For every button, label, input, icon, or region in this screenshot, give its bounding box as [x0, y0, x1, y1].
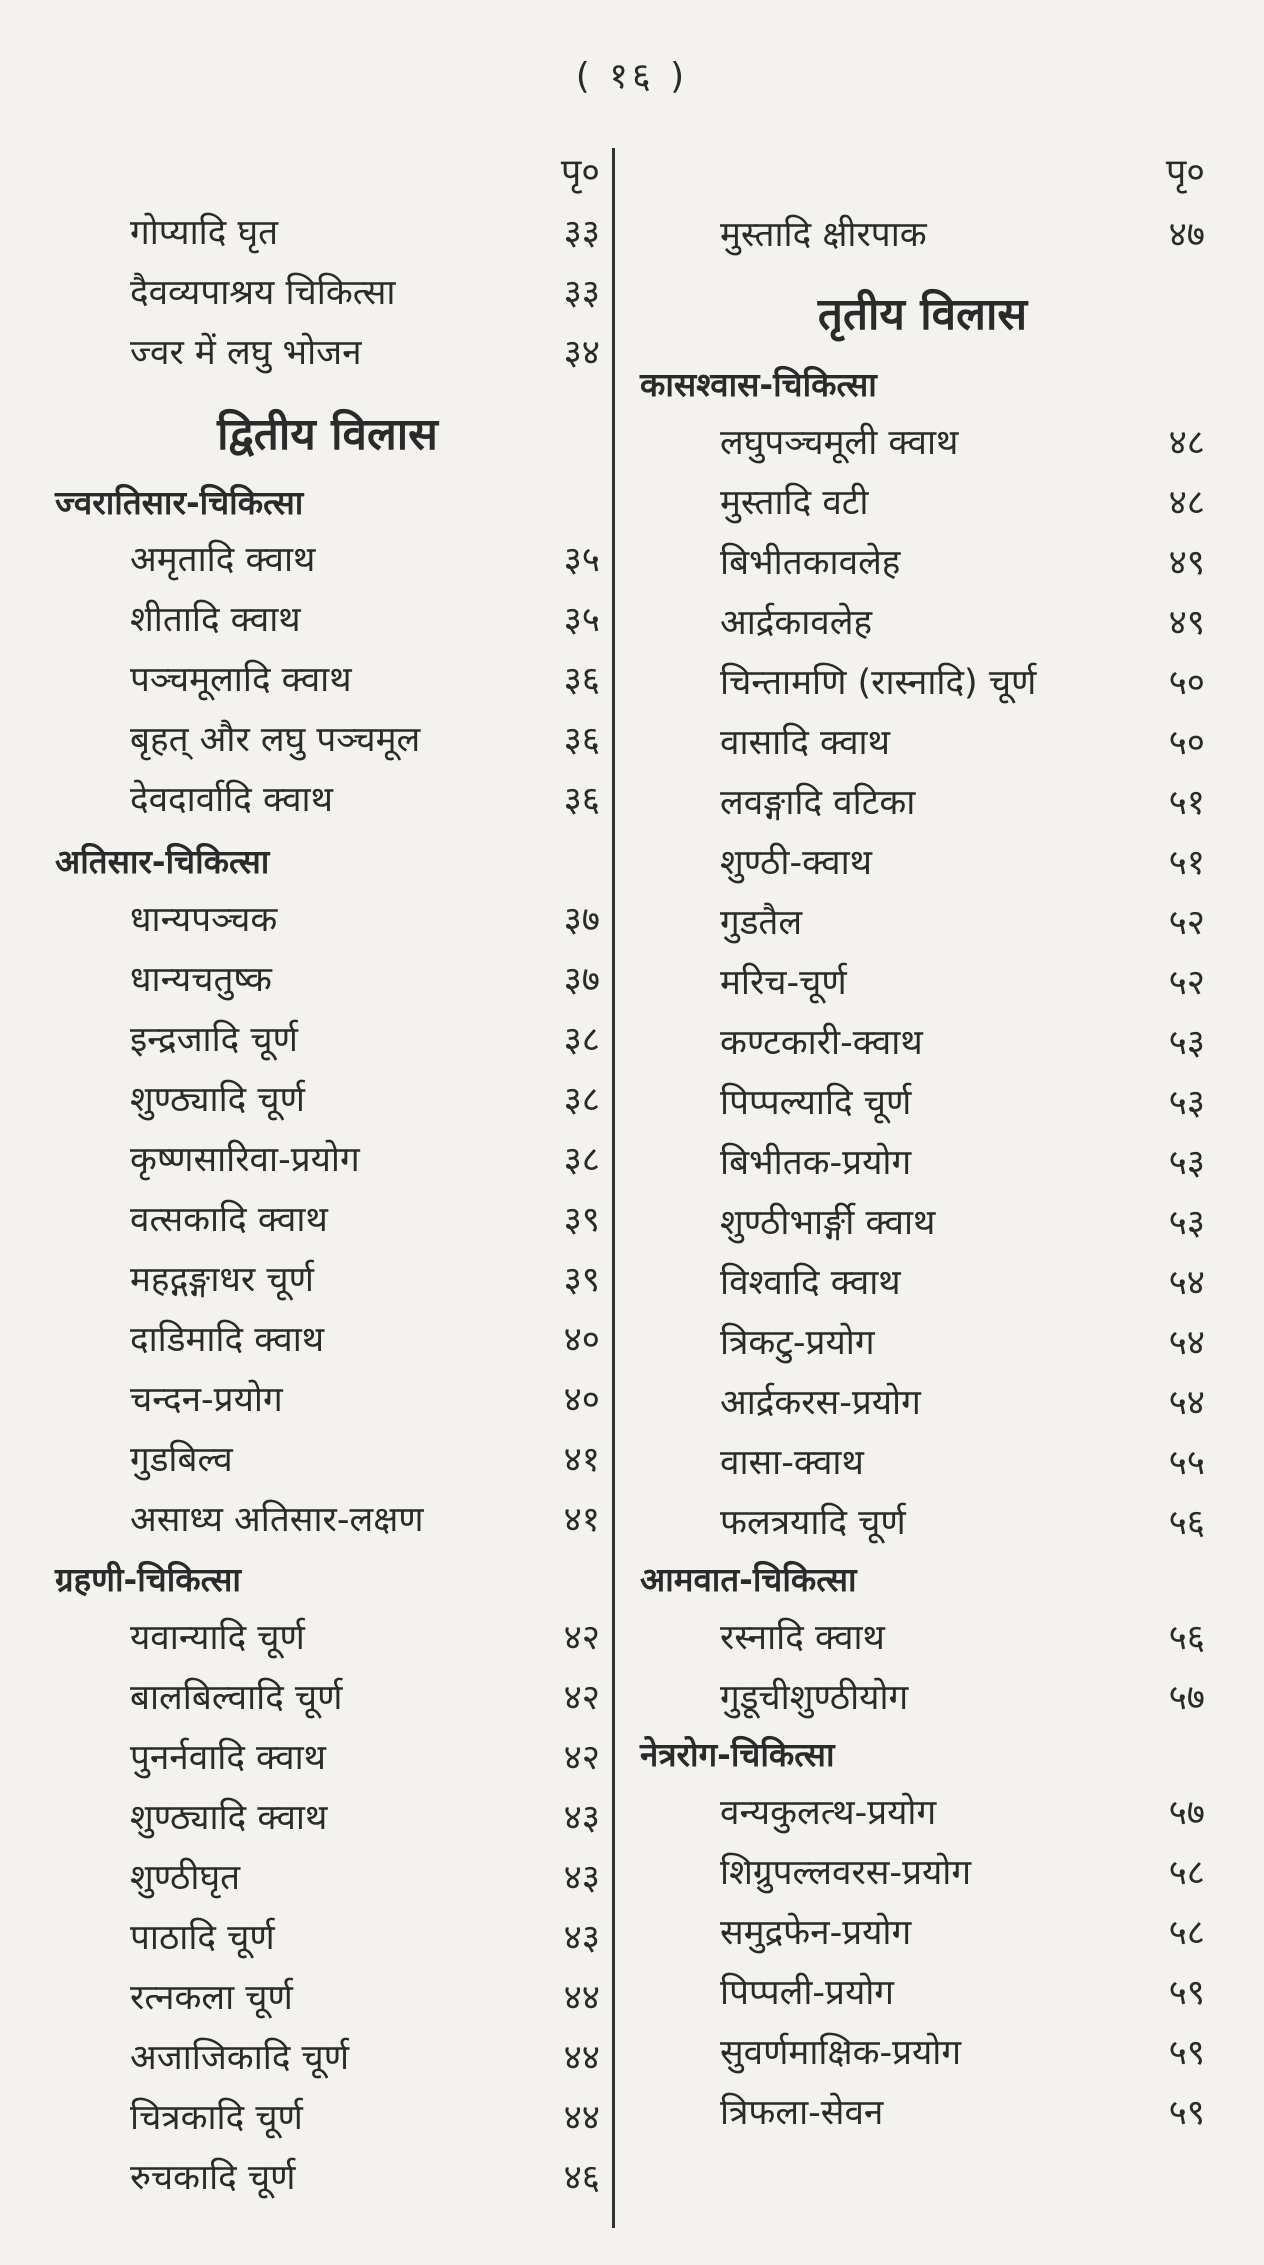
- toc-row: [640, 1013, 1205, 1073]
- page-column-label: पृ०: [1165, 152, 1205, 193]
- entry-page: ३५: [563, 540, 600, 580]
- entry-page: ४३: [563, 1918, 600, 1958]
- entry-name: आर्द्रकावलेह: [720, 603, 873, 643]
- entry-page: ५७: [1168, 1793, 1205, 1833]
- toc-row: [640, 1963, 1205, 2023]
- entry-name: देवदार्वादि क्वाथ: [130, 780, 333, 820]
- entry-page: ५४: [1168, 1383, 1205, 1423]
- entry-page: ३६: [563, 660, 600, 700]
- entry-page: ४४: [563, 2098, 600, 2138]
- entry-name: शुण्ठ्यादि क्वाथ: [130, 1798, 328, 1838]
- entry-page: ३७: [563, 900, 600, 940]
- entry-page: ५३: [1168, 1143, 1205, 1183]
- entry-page: ५०: [1168, 723, 1205, 763]
- toc-row: [55, 1250, 600, 1310]
- toc-row: [640, 1253, 1205, 1313]
- toc-row: [640, 205, 1205, 265]
- entry-page: ५३: [1168, 1083, 1205, 1123]
- toc-row: [640, 1433, 1205, 1493]
- toc-row: [640, 653, 1205, 713]
- entry-name: रुचकादि चूर्ण: [130, 2158, 296, 2198]
- entry-page: ५५: [1168, 1443, 1205, 1483]
- entry-name: शीतादि क्वाथ: [130, 600, 301, 640]
- entry-name: ज्वर में लघु भोजन: [130, 333, 362, 373]
- entry-name: पिप्पली-प्रयोग: [720, 1973, 895, 2013]
- toc-row: [55, 1070, 600, 1130]
- toc-row: [640, 413, 1205, 473]
- entry-name: समुद्रफेन-प्रयोग: [720, 1913, 912, 1953]
- toc-row: [55, 1430, 600, 1490]
- toc-row: [55, 1310, 600, 1370]
- entry-name: दाडिमादि क्वाथ: [130, 1320, 325, 1360]
- entry-name: शुण्ठीभार्ङ्गी क्वाथ: [720, 1203, 936, 1243]
- entry-name: बृहत् और लघु पञ्चमूल: [130, 720, 421, 760]
- entry-name: गुडतैल: [720, 903, 803, 943]
- entry-page: ४६: [563, 2158, 600, 2198]
- entry-name: वासादि क्वाथ: [720, 723, 890, 763]
- entry-name: फलत्रयादि चूर्ण: [720, 1503, 906, 1543]
- entry-name: मुस्तादि वटी: [720, 483, 869, 523]
- toc-row: [55, 1130, 600, 1190]
- entry-name: शिग्रुपल्लवरस-प्रयोग: [720, 1853, 972, 1893]
- entry-page: ५८: [1168, 1853, 1205, 1893]
- entry-page: ४२: [563, 1738, 600, 1778]
- entry-page: ५७: [1168, 1678, 1205, 1718]
- toc-row: [640, 773, 1205, 833]
- entry-name: बिभीतक-प्रयोग: [720, 1143, 912, 1183]
- page-column-label: पृ०: [560, 152, 600, 193]
- entry-name: कण्टकारी-क्वाथ: [720, 1023, 923, 1063]
- toc-row: [640, 713, 1205, 773]
- entry-name: चिन्तामणि (रास्नादि) चूर्ण: [720, 663, 1037, 703]
- entry-page: ३३: [563, 273, 600, 313]
- entry-page: ५९: [1168, 2033, 1205, 2073]
- entry-page: ३९: [563, 1260, 600, 1300]
- toc-row: [640, 1668, 1205, 1728]
- entry-page: ४९: [1168, 543, 1205, 583]
- entry-page: ३६: [563, 720, 600, 760]
- subsection-heading: नेत्ररोग-चिकित्सा: [640, 1735, 835, 1774]
- entry-page: ३४: [563, 333, 600, 373]
- toc-row: [640, 1608, 1205, 1668]
- entry-name: गोप्यादि घृत: [130, 213, 279, 253]
- entry-name: धान्यचतुष्क: [130, 960, 272, 1000]
- toc-row: [640, 1843, 1205, 1903]
- entry-page: ४४: [563, 1978, 600, 2018]
- entry-page: ३९: [563, 1200, 600, 1240]
- entry-name: यवान्यादि चूर्ण: [130, 1618, 305, 1658]
- entry-page: ४०: [563, 1320, 600, 1360]
- entry-name: आर्द्रकरस-प्रयोग: [720, 1383, 921, 1423]
- entry-page: ४८: [1168, 483, 1205, 523]
- entry-page: ४०: [563, 1380, 600, 1420]
- toc-row: [55, 1190, 600, 1250]
- toc-row: [55, 770, 600, 830]
- entry-name: पाठादि चूर्ण: [130, 1918, 275, 1958]
- toc-row: [640, 533, 1205, 593]
- toc-row: [640, 1193, 1205, 1253]
- entry-name: पिप्पल्यादि चूर्ण: [720, 1083, 912, 1123]
- toc-row: [640, 1133, 1205, 1193]
- entry-name: मुस्तादि क्षीरपाक: [720, 215, 927, 255]
- entry-name: पुनर्नवादि क्वाथ: [130, 1738, 326, 1778]
- toc-row: [640, 593, 1205, 653]
- toc-row: [55, 2088, 600, 2148]
- toc-row: [55, 530, 600, 590]
- entry-page: ३६: [563, 780, 600, 820]
- toc-row: [55, 2148, 600, 2208]
- entry-page: ४८: [1168, 423, 1205, 463]
- entry-page: ४२: [563, 1618, 600, 1658]
- column-divider: [612, 148, 615, 2228]
- toc-row: [55, 1728, 600, 1788]
- entry-name: त्रिफला-सेवन: [720, 2093, 884, 2133]
- subsection-heading: कासश्वास-चिकित्सा: [640, 365, 877, 404]
- entry-name: अजाजिकादि चूर्ण: [130, 2038, 350, 2078]
- toc-row: [55, 950, 600, 1010]
- entry-page: ५०: [1168, 663, 1205, 703]
- entry-name: मरिच-चूर्ण: [720, 963, 847, 1003]
- toc-row: [640, 1903, 1205, 1963]
- subsection-heading: ग्रहणी-चिकित्सा: [55, 1560, 241, 1599]
- entry-name: रस्नादि क्वाथ: [720, 1618, 885, 1658]
- entry-page: ५६: [1168, 1618, 1205, 1658]
- toc-row: [55, 203, 600, 263]
- toc-row: [55, 1010, 600, 1070]
- entry-page: ३५: [563, 600, 600, 640]
- entry-page: ४९: [1168, 603, 1205, 643]
- entry-name: पञ्चमूलादि क्वाथ: [130, 660, 352, 700]
- entry-name: वन्यकुलत्थ-प्रयोग: [720, 1793, 937, 1833]
- toc-row: [55, 890, 600, 950]
- entry-page: ३३: [563, 213, 600, 253]
- toc-row: [55, 2028, 600, 2088]
- entry-page: ४७: [1168, 215, 1205, 255]
- entry-name: इन्द्रजादि चूर्ण: [130, 1020, 298, 1060]
- entry-name: अमृतादि क्वाथ: [130, 540, 316, 580]
- entry-page: ५४: [1168, 1263, 1205, 1303]
- entry-page: ५१: [1168, 843, 1205, 883]
- toc-row: [55, 650, 600, 710]
- entry-page: ४१: [563, 1500, 600, 1540]
- entry-name: धान्यपञ्चक: [130, 900, 278, 940]
- section-title: तृतीय विलास: [817, 289, 1028, 340]
- entry-name: लवङ्गादि वटिका: [720, 783, 916, 823]
- entry-name: शुण्ठी-क्वाथ: [720, 843, 873, 883]
- toc-row: [640, 1373, 1205, 1433]
- toc-row: [640, 893, 1205, 953]
- entry-name: रत्नकला चूर्ण: [130, 1978, 293, 2018]
- entry-page: ५२: [1168, 903, 1205, 943]
- entry-name: शुण्ठीघृत: [130, 1858, 241, 1898]
- toc-row: [640, 833, 1205, 893]
- toc-row: [640, 473, 1205, 533]
- entry-page: ५४: [1168, 1323, 1205, 1363]
- toc-row: [55, 1668, 600, 1728]
- toc-row: [640, 2023, 1205, 2083]
- entry-page: ५९: [1168, 1973, 1205, 2013]
- entry-name: कृष्णसारिवा-प्रयोग: [130, 1140, 360, 1180]
- subsection-heading: आमवात-चिकित्सा: [640, 1560, 857, 1599]
- entry-name: चित्रकादि चूर्ण: [130, 2098, 303, 2138]
- toc-row: [55, 1490, 600, 1550]
- entry-page: ३८: [563, 1140, 600, 1180]
- entry-page: ४४: [563, 2038, 600, 2078]
- entry-name: गुडूचीशुण्ठीयोग: [720, 1678, 909, 1718]
- toc-row: [640, 953, 1205, 1013]
- entry-name: वत्सकादि क्वाथ: [130, 1200, 328, 1240]
- entry-name: वासा-क्वाथ: [720, 1443, 864, 1483]
- entry-page: ५६: [1168, 1503, 1205, 1543]
- toc-row: [55, 1788, 600, 1848]
- entry-page: ४३: [563, 1858, 600, 1898]
- entry-page: ५३: [1168, 1203, 1205, 1243]
- toc-row: [640, 1493, 1205, 1553]
- entry-page: ४३: [563, 1798, 600, 1838]
- entry-page: ४१: [563, 1440, 600, 1480]
- toc-row: [55, 1968, 600, 2028]
- toc-row: [640, 2083, 1205, 2143]
- entry-page: ५९: [1168, 2093, 1205, 2133]
- entry-name: चन्दन-प्रयोग: [130, 1380, 283, 1420]
- entry-name: सुवर्णमाक्षिक-प्रयोग: [720, 2033, 962, 2073]
- entry-page: ४२: [563, 1678, 600, 1718]
- entry-name: दैवव्यपाश्रय चिकित्सा: [130, 273, 396, 313]
- toc-row: [55, 1608, 600, 1668]
- entry-page: ३७: [563, 960, 600, 1000]
- entry-name: शुण्ठ्यादि चूर्ण: [130, 1080, 305, 1120]
- toc-row: [55, 263, 600, 323]
- entry-page: ३८: [563, 1080, 600, 1120]
- subsection-heading: अतिसार-चिकित्सा: [55, 842, 270, 881]
- toc-row: [640, 1313, 1205, 1373]
- entry-page: ५३: [1168, 1023, 1205, 1063]
- toc-row: [640, 1073, 1205, 1133]
- entry-name: गुडबिल्व: [130, 1440, 233, 1480]
- entry-page: ५१: [1168, 783, 1205, 823]
- entry-name: महद्गङ्गाधर चूर्ण: [130, 1260, 314, 1300]
- toc-row: [55, 1908, 600, 1968]
- entry-page: ३८: [563, 1020, 600, 1060]
- entry-name: असाध्य अतिसार-लक्षण: [130, 1500, 424, 1540]
- toc-row: [640, 1783, 1205, 1843]
- entry-name: लघुपञ्चमूली क्वाथ: [720, 423, 959, 463]
- toc-row: [55, 1848, 600, 1908]
- page-number: ( १६ ): [575, 56, 689, 97]
- subsection-heading: ज्वरातिसार-चिकित्सा: [55, 483, 304, 522]
- toc-row: [55, 323, 600, 383]
- section-title: द्वितीय विलास: [217, 409, 438, 460]
- entry-name: बालबिल्वादि चूर्ण: [130, 1678, 343, 1718]
- entry-page: ५८: [1168, 1913, 1205, 1953]
- entry-name: विश्वादि क्वाथ: [720, 1263, 901, 1303]
- entry-page: ५२: [1168, 963, 1205, 1003]
- toc-row: [55, 1370, 600, 1430]
- entry-name: त्रिकटु-प्रयोग: [720, 1323, 875, 1363]
- toc-row: [55, 710, 600, 770]
- entry-name: बिभीतकावलेह: [720, 543, 901, 583]
- toc-row: [55, 590, 600, 650]
